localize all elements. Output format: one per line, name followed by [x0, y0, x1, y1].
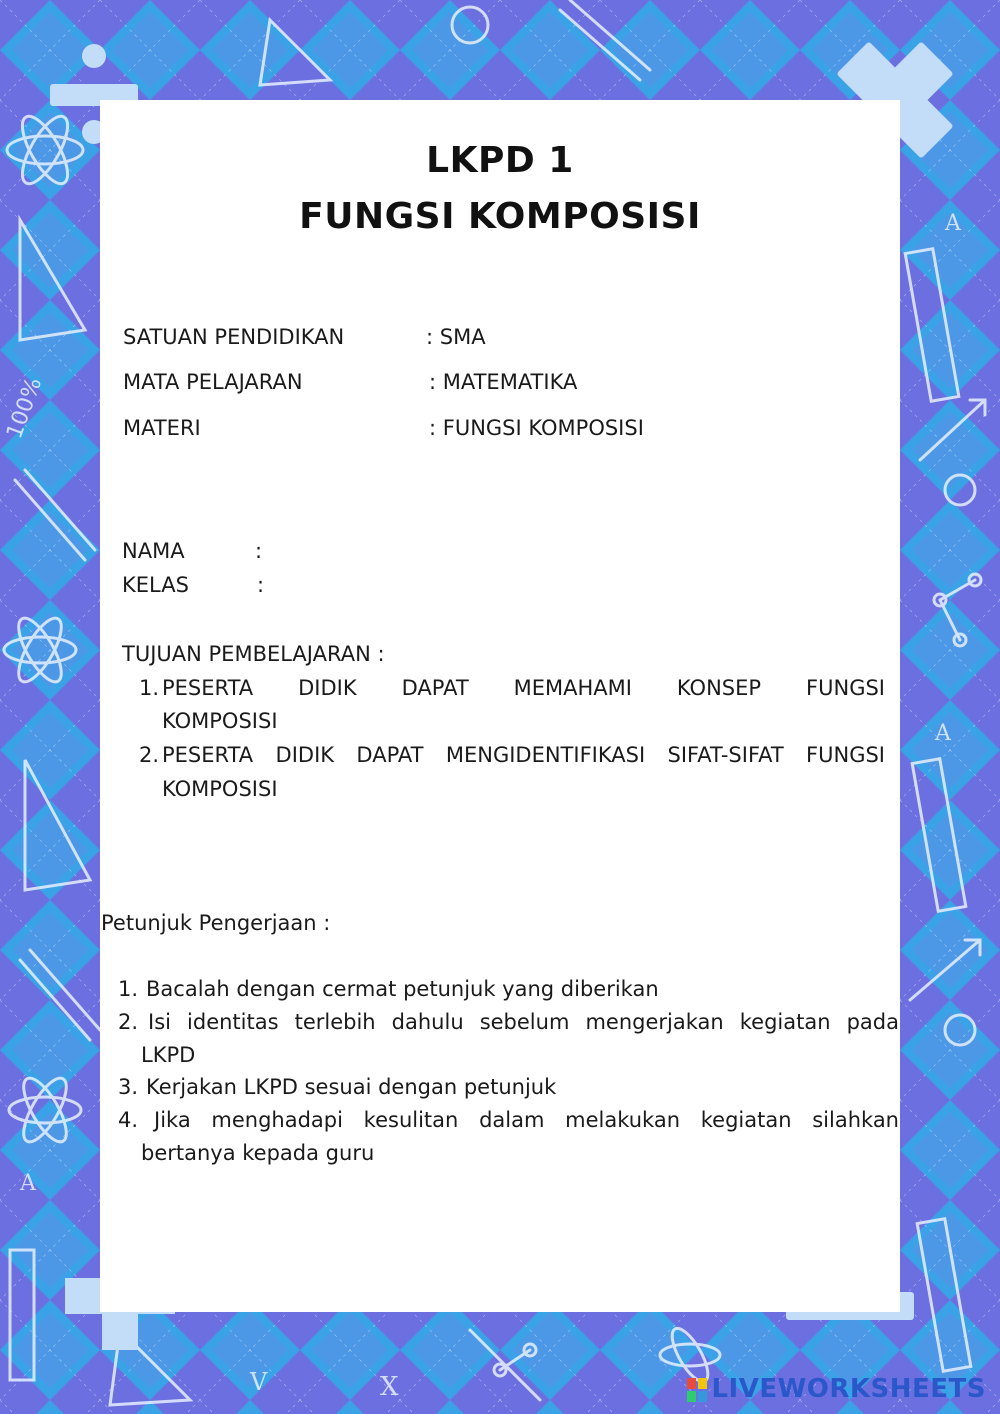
student-name-label: NAMA: [122, 539, 185, 563]
objective-item-line: KOMPOSISI: [162, 777, 278, 801]
liveworksheets-watermark: [687, 1374, 986, 1404]
identity-label-subject: MATA PELAJARAN: [123, 370, 303, 394]
identity-value-topic: : FUNGSI KOMPOSISI: [429, 416, 644, 440]
objective-number: 2.: [139, 743, 160, 767]
instruction-item-line: Isi identitas terlebih dahulu sebelum mengerjakan kegiatan pada: [148, 1010, 899, 1034]
objectives-heading: TUJUAN PEMBELAJARAN :: [122, 642, 385, 666]
svg-text:X: X: [380, 1372, 399, 1402]
identity-label-school: SATUAN PENDIDIKAN: [123, 325, 345, 349]
svg-text:A: A: [945, 211, 961, 236]
watermark-text: LIVEWORKSHEETS: [711, 1374, 986, 1404]
instruction-item-line: LKPD: [141, 1043, 196, 1067]
identity-label-topic: MATERI: [123, 416, 201, 440]
instruction-number: 1.: [118, 977, 139, 1001]
instruction-number: 2.: [118, 1010, 139, 1034]
liveworksheets-logo-icon: [687, 1378, 707, 1402]
objective-item-line: PESERTA DIDIK DAPAT MEMAHAMI KONSEP FUNGSI: [162, 676, 885, 700]
instruction-item-line: Jika menghadapi kesulitan dalam melakukan kegiatan silahkan: [154, 1108, 899, 1132]
worksheet-subtitle: FUNGSI KOMPOSISI: [299, 196, 701, 237]
svg-text:100%: 100%: [2, 374, 48, 443]
svg-text:V: V: [250, 1368, 268, 1396]
instruction-number: 3.: [118, 1075, 139, 1099]
identity-value-subject: : MATEMATIKA: [429, 370, 578, 394]
objective-number: 1.: [139, 676, 160, 700]
worksheet-title: LKPD 1: [426, 140, 574, 181]
student-class-colon: :: [257, 573, 265, 597]
instruction-item-line: Bacalah dengan cermat petunjuk yang diberikan: [146, 977, 659, 1001]
instructions-heading: Petunjuk Pengerjaan :: [101, 911, 331, 935]
student-class-label: KELAS: [122, 573, 189, 597]
instruction-number: 4.: [118, 1108, 139, 1132]
instruction-item-line: bertanya kepada guru: [141, 1141, 375, 1165]
student-name-colon: :: [255, 539, 263, 563]
svg-text:A: A: [20, 1171, 36, 1196]
objective-item-line: PESERTA DIDIK DAPAT MENGIDENTIFIKASI SIFAT-SIFAT FUNGSI: [162, 743, 885, 767]
identity-value-school: : SMA: [426, 325, 486, 349]
instruction-item-line: Kerjakan LKPD sesuai dengan petunjuk: [146, 1075, 557, 1099]
svg-text:A: A: [935, 721, 951, 746]
objective-item-line: KOMPOSISI: [162, 709, 278, 733]
